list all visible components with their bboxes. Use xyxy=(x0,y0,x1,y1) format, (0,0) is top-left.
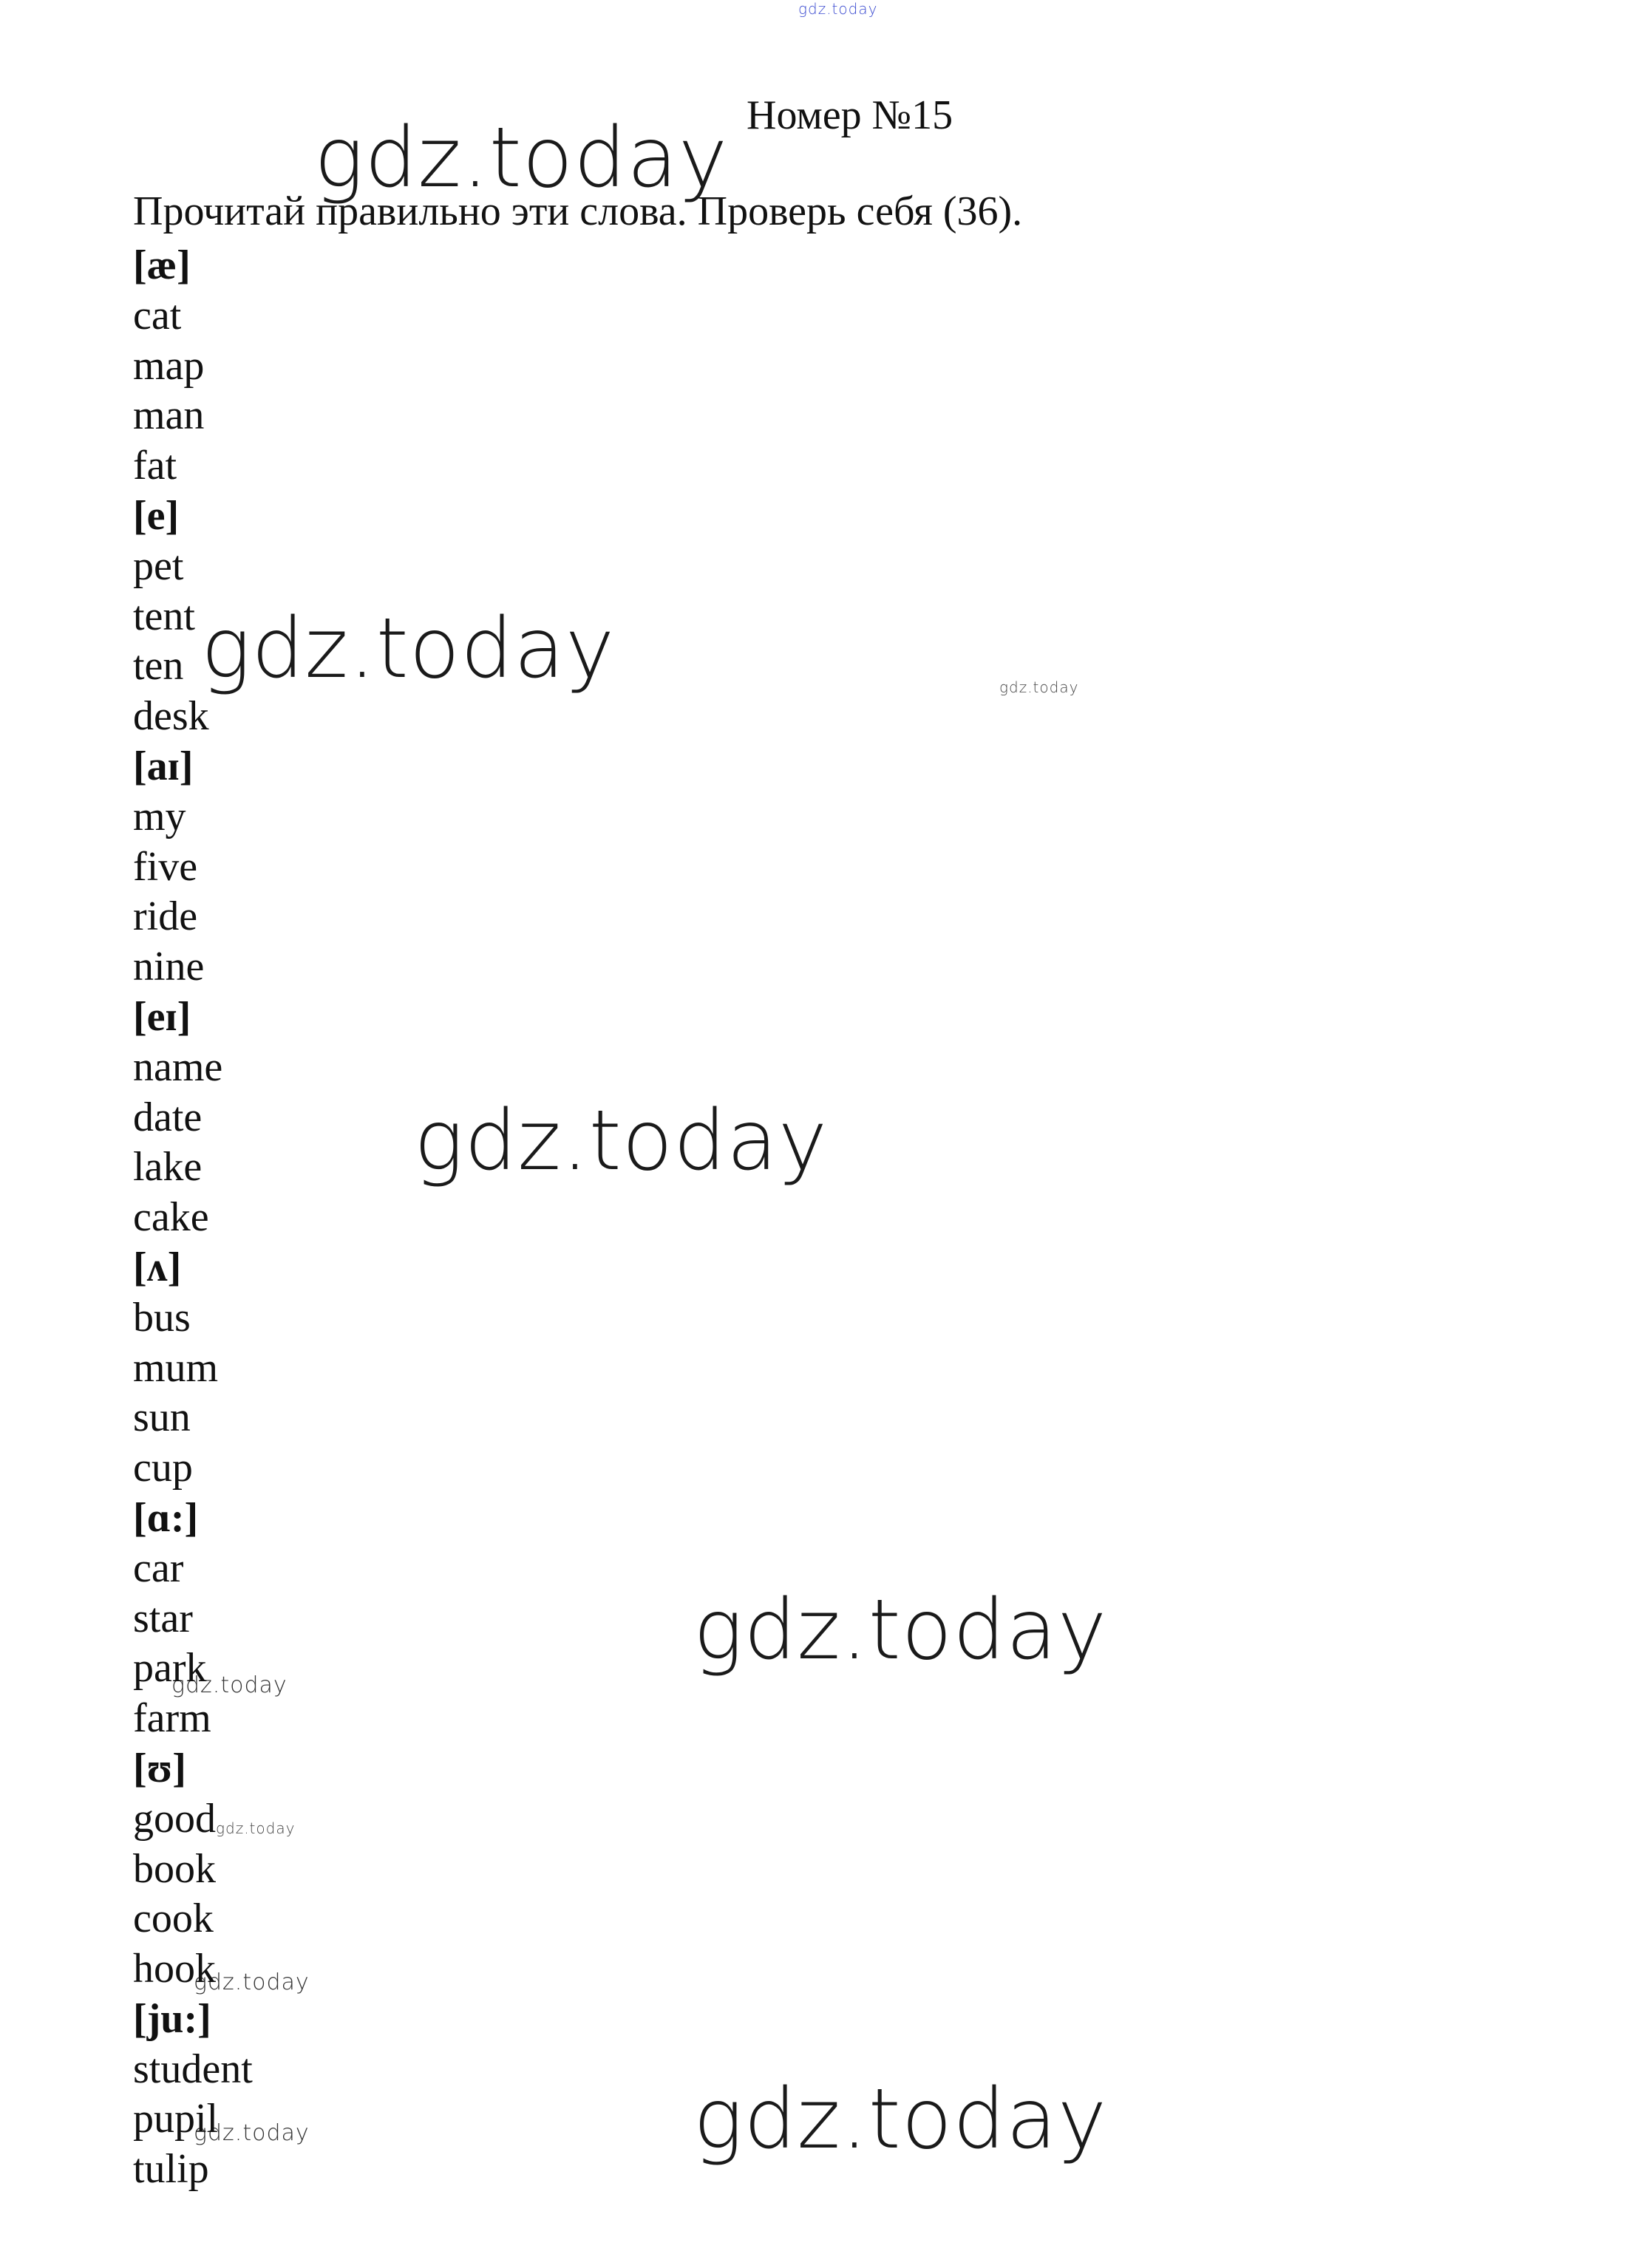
word-item: sun xyxy=(133,1394,191,1441)
word-item: hook xyxy=(133,1946,216,1992)
sound-heading: [eɪ] xyxy=(133,993,191,1040)
word-item: student xyxy=(133,2046,253,2092)
word-item: mum xyxy=(133,1344,219,1391)
sound-heading: [e] xyxy=(133,492,180,539)
watermark-large-1: gdz.today xyxy=(314,110,729,206)
word-item: name xyxy=(133,1043,223,1090)
sound-heading: [ʌ] xyxy=(133,1244,182,1290)
word-item: man xyxy=(133,392,205,439)
word-item: date xyxy=(133,1094,203,1140)
word-item: cake xyxy=(133,1194,209,1241)
page-title: Номер №15 xyxy=(747,92,953,138)
watermark-small-park: gdz.today xyxy=(171,1672,288,1698)
word-item: cat xyxy=(133,292,182,338)
watermark-top: gdz.today xyxy=(798,0,878,18)
word-item: five xyxy=(133,843,198,890)
watermark-small-hook: gdz.today xyxy=(194,1969,310,1995)
word-item: ride xyxy=(133,893,198,940)
word-item: tent xyxy=(133,593,195,639)
sound-heading: [ʊ] xyxy=(133,1745,186,1791)
word-item: car xyxy=(133,1545,184,1591)
word-item: good xyxy=(133,1795,216,1842)
sound-heading: [æ] xyxy=(133,242,191,288)
word-list xyxy=(133,241,253,2195)
word-item: nine xyxy=(133,944,205,990)
watermark-large-4: gdz.today xyxy=(693,1582,1108,1678)
sound-heading: [ɑ:] xyxy=(133,1494,199,1541)
word-item: pet xyxy=(133,542,184,589)
word-item: fat xyxy=(133,443,177,489)
word-item: map xyxy=(133,342,205,389)
watermark-large-2: gdz.today xyxy=(201,601,616,697)
watermark-small-pupil: gdz.today xyxy=(194,2120,310,2146)
word-item: lake xyxy=(133,1144,203,1191)
watermark-small-right: gdz.today xyxy=(999,678,1079,696)
sound-heading: [ju:] xyxy=(133,1995,211,2042)
watermark-large-5: gdz.today xyxy=(693,2071,1108,2167)
watermark-large-3: gdz.today xyxy=(414,1093,829,1189)
word-item: desk xyxy=(133,693,209,740)
word-item: book xyxy=(133,1845,216,1892)
word-item: my xyxy=(133,793,186,840)
word-item: ten xyxy=(133,643,184,689)
sound-heading: [aɪ] xyxy=(133,743,194,789)
word-item: cook xyxy=(133,1896,214,1942)
word-item: park xyxy=(133,1645,207,1692)
word-item: star xyxy=(133,1595,193,1641)
word-item: pupil xyxy=(133,2096,219,2142)
word-item: cup xyxy=(133,1445,193,1491)
word-item: farm xyxy=(133,1695,211,1742)
word-item: tulip xyxy=(133,2146,209,2193)
task-instruction: Прочитай правильно эти слова. Проверь себя (36). xyxy=(133,188,1023,234)
watermark-small-good: gdz.today xyxy=(216,1819,296,1837)
word-item: bus xyxy=(133,1294,191,1341)
